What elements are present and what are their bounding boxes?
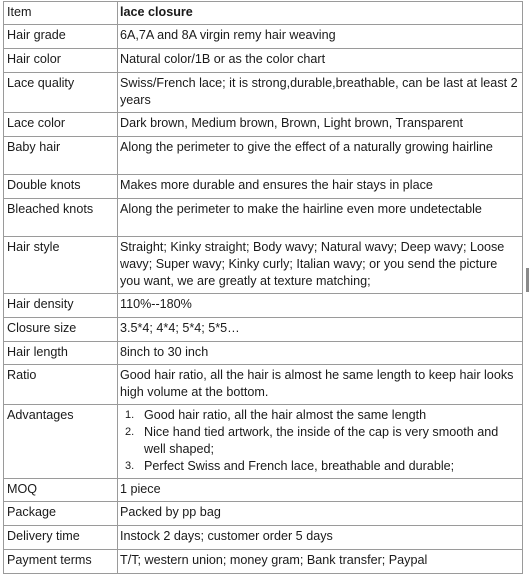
product-spec-table bbox=[3, 1, 523, 574]
header-value-cell: lace closure bbox=[118, 2, 523, 25]
row-value: Natural color/1B or as the color chart bbox=[118, 49, 523, 73]
row-value: Along the perimeter to make the hairline even more undetectable bbox=[118, 199, 523, 237]
table-row-baby-hair bbox=[4, 137, 523, 175]
table-row-lace-color bbox=[4, 113, 523, 137]
list-number: 3. bbox=[125, 460, 135, 472]
row-key: Hair color bbox=[4, 49, 118, 73]
row-key: Ratio bbox=[4, 365, 118, 405]
row-value: Straight; Kinky straight; Body wavy; Natural wavy; Deep wavy; Loose wavy; Super wavy; Kinky curly; Italian wavy; or you send the picture you want, we are greatly at texture matching; bbox=[118, 237, 523, 294]
row-key: MOQ bbox=[4, 479, 118, 502]
table-row-hair-style bbox=[4, 237, 523, 294]
table-row-hair-density bbox=[4, 294, 523, 318]
table-row-double-knots bbox=[4, 175, 523, 199]
table-row-closure-size bbox=[4, 318, 523, 342]
row-value: 8inch to 30 inch bbox=[118, 342, 523, 365]
row-key: Closure size bbox=[4, 318, 118, 342]
row-key: Hair length bbox=[4, 342, 118, 365]
table-row-payment-terms bbox=[4, 550, 523, 574]
table-row-hair-color bbox=[4, 49, 523, 73]
table-row-delivery-time bbox=[4, 526, 523, 550]
row-value: Good hair ratio, all the hair is almost he same length to keep hair looks high volume at the bottom. bbox=[118, 365, 523, 405]
advantages-cell bbox=[118, 405, 523, 479]
advantages-list bbox=[120, 407, 520, 475]
row-key: Hair grade bbox=[4, 25, 118, 49]
list-text: Nice hand tied artwork, the inside of the cap is very smooth and well shaped; bbox=[144, 425, 499, 456]
list-text: Perfect Swiss and French lace, breathable and durable; bbox=[144, 459, 455, 473]
row-key: Lace color bbox=[4, 113, 118, 137]
table-row-package bbox=[4, 502, 523, 526]
row-value: 6A,7A and 8A virgin remy hair weaving bbox=[118, 25, 523, 49]
scroll-indicator bbox=[526, 268, 529, 292]
row-value: Packed by pp bag bbox=[118, 502, 523, 526]
row-value: 110%--180% bbox=[118, 294, 523, 318]
list-item bbox=[120, 458, 520, 475]
row-key: Double knots bbox=[4, 175, 118, 199]
row-key: Delivery time bbox=[4, 526, 118, 550]
list-item bbox=[120, 407, 520, 424]
row-value: Along the perimeter to give the effect of a naturally growing hairline bbox=[118, 137, 523, 175]
list-number: 2. bbox=[125, 426, 135, 438]
list-item bbox=[120, 424, 520, 458]
header-key-cell: Item bbox=[4, 2, 118, 25]
row-value: T/T; western union; money gram; Bank transfer; Paypal bbox=[118, 550, 523, 574]
row-key: Baby hair bbox=[4, 137, 118, 175]
list-number: 1. bbox=[125, 409, 135, 421]
row-value: Instock 2 days; customer order 5 days bbox=[118, 526, 523, 550]
row-value: Swiss/French lace; it is strong,durable,breathable, can be last at least 2 years bbox=[118, 73, 523, 113]
row-value: Dark brown, Medium brown, Brown, Light brown, Transparent bbox=[118, 113, 523, 137]
table-row-hair-grade bbox=[4, 25, 523, 49]
row-key: Bleached knots bbox=[4, 199, 118, 237]
row-key: Hair style bbox=[4, 237, 118, 294]
table-row-moq bbox=[4, 479, 523, 502]
table-row-ratio bbox=[4, 365, 523, 405]
list-text: Good hair ratio, all the hair almost the same length bbox=[144, 408, 427, 422]
row-key: Payment terms bbox=[4, 550, 118, 574]
table-row-bleached-knots bbox=[4, 199, 523, 237]
table-row-hair-length bbox=[4, 342, 523, 365]
row-key: Advantages bbox=[4, 405, 118, 479]
table-row-lace-quality bbox=[4, 73, 523, 113]
table-row-advantages bbox=[4, 405, 523, 479]
row-value: 1 piece bbox=[118, 479, 523, 502]
row-value: 3.5*4; 4*4; 5*4; 5*5… bbox=[118, 318, 523, 342]
row-value: Makes more durable and ensures the hair stays in place bbox=[118, 175, 523, 199]
table-header-row bbox=[4, 2, 523, 25]
row-key: Lace quality bbox=[4, 73, 118, 113]
row-key: Package bbox=[4, 502, 118, 526]
row-key: Hair density bbox=[4, 294, 118, 318]
